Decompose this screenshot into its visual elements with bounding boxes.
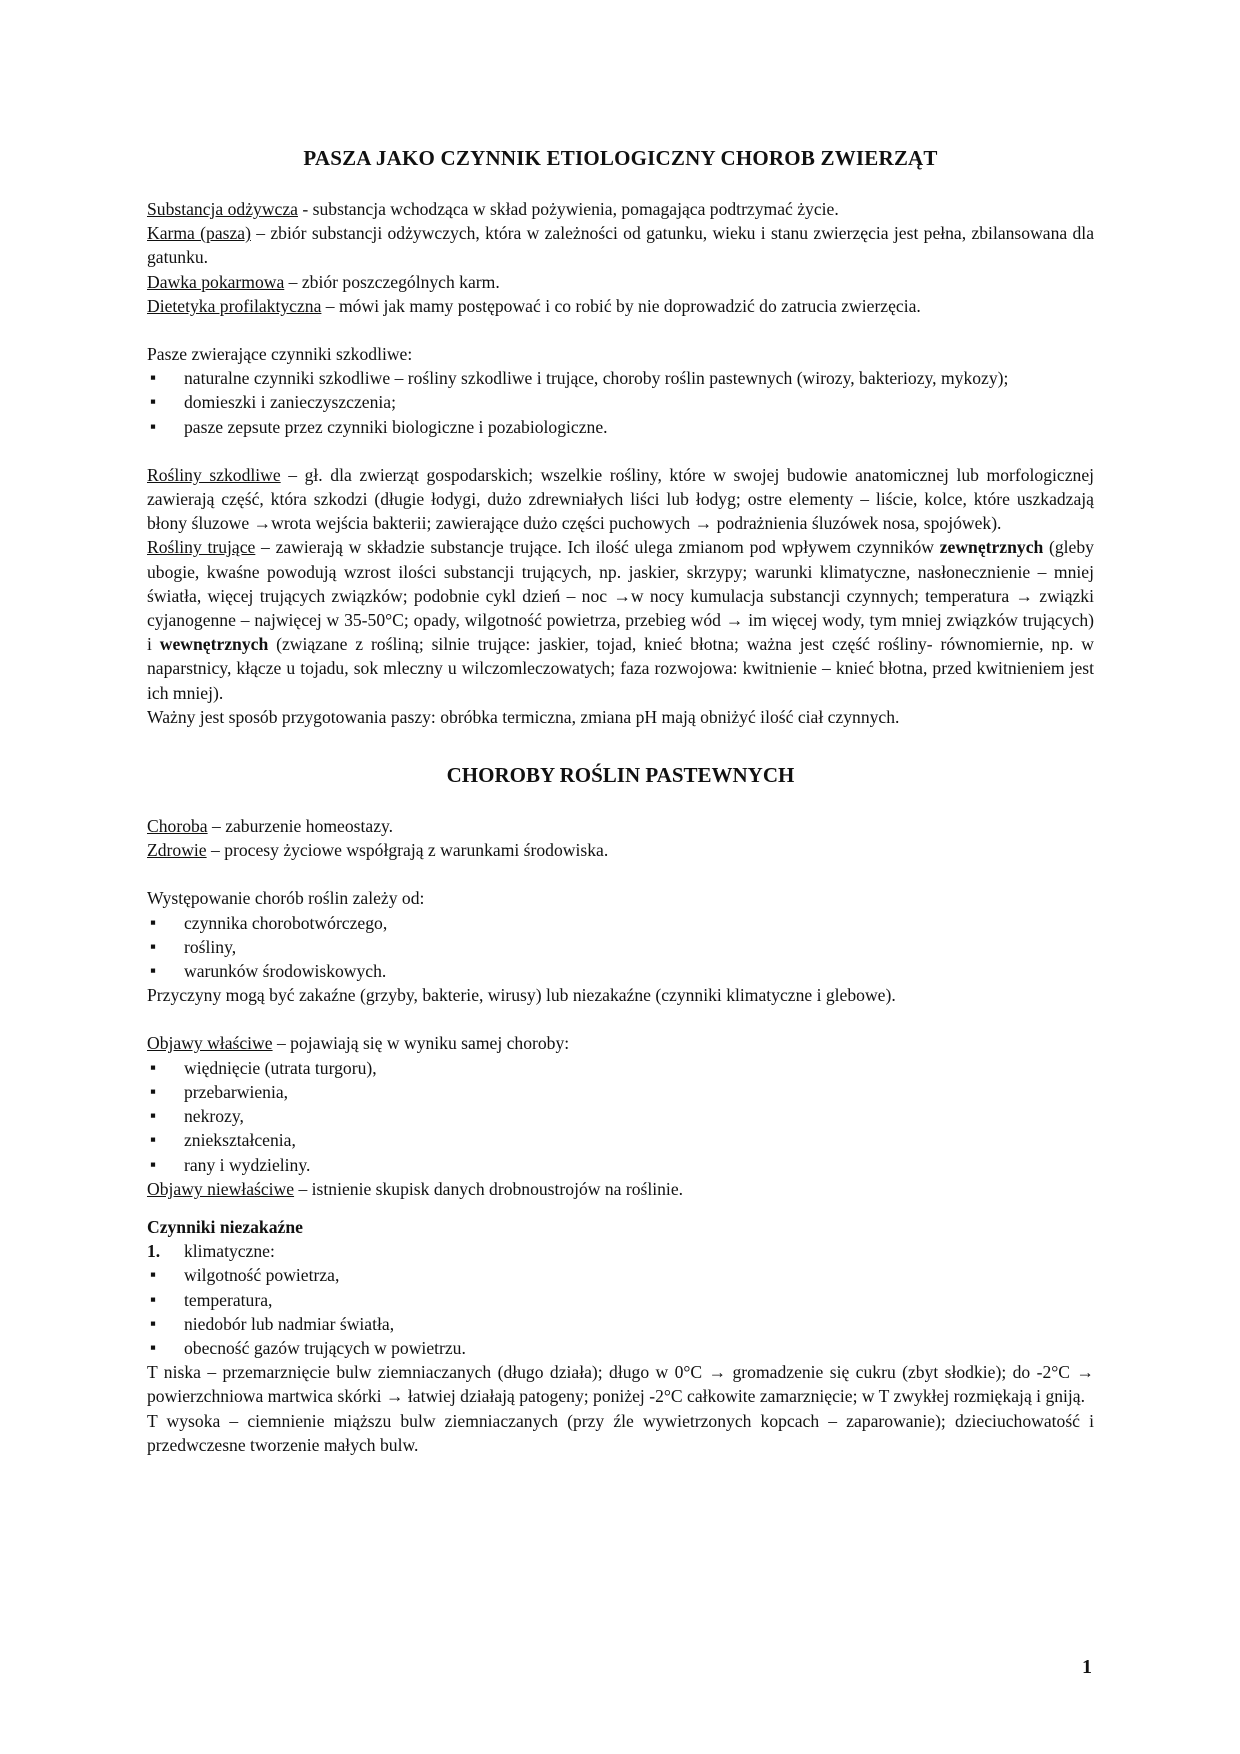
list-item: ▪ domieszki i zanieczyszczenia; — [147, 390, 1094, 414]
list-item: ▪ temperatura, — [147, 1288, 1094, 1312]
term: Karma (pasza) — [147, 223, 251, 244]
definition-dose — [147, 270, 1094, 294]
proper-symptoms — [147, 1031, 1094, 1055]
list-item: ▪ zniekształcenia, — [147, 1128, 1094, 1152]
list-item: ▪ rośliny, — [147, 935, 1094, 959]
definition-nutrient — [147, 197, 1094, 221]
definition-disease — [147, 814, 1094, 838]
high-temperature-paragraph: T wysoka – ciemnienie miąższu bulw ziemniaczanych (przy źle wywietrzonych kopcach – zaparowanie); dzieciuchowatość i przedwczesne tworzenie małych bulw. — [147, 1410, 1094, 1455]
list-item: ▪ rany i wydzieliny. — [147, 1153, 1094, 1177]
occurrence-intro: Występowanie chorób roślin zależy od: — [147, 888, 425, 909]
definition-text: – pojawiają się w wyniku samej choroby: — [272, 1033, 570, 1054]
list-item: ▪ nekrozy, — [147, 1104, 1094, 1128]
term: Dawka pokarmowa — [147, 271, 285, 292]
item-number: 1. — [147, 1241, 161, 1262]
list-item: ▪ pasze zepsute przez czynniki biologiczne i pozabiologiczne. — [147, 415, 1094, 439]
definition-text: – istnienie skupisk danych drobnoustrojów na roślinie. — [294, 1178, 684, 1199]
proper-symptoms-list — [147, 1056, 1094, 1177]
harmful-intro: Pasze zwierające czynniki szkodliwe: — [147, 344, 413, 365]
definition-health — [147, 838, 1094, 862]
climatic-list — [147, 1263, 1094, 1360]
subsection-heading: Czynniki niezakaźne — [147, 1216, 303, 1237]
page-title: PASZA JAKO CZYNNIK ETIOLOGICZNY CHOROB ZWIERZĄT — [303, 146, 938, 170]
list-item: ▪ obecność gazów trujących w powietrzu. — [147, 1336, 1094, 1360]
definition-dietetics — [147, 294, 1094, 318]
definition-feed — [147, 221, 1094, 269]
definition-text: – zbiór poszczególnych karm. — [284, 271, 500, 292]
term: Substancja odżywcza — [147, 199, 298, 219]
term: Rośliny trujące — [147, 537, 256, 558]
preparation-paragraph: Ważny jest sposób przygotowania paszy: obróbka termiczna, zmiana pH mają obniżyć ilość ciał czynnych. — [147, 706, 900, 727]
term: Rośliny szkodliwe — [147, 464, 281, 485]
paragraph-text: (gleby ubogie, kwaśne powodują wzrost ilości substancji trujących, np. jaskier, skrzypy; warunki klimatyczne, nasłonecznienie – mniej światła, więcej trujących związków; podobnie cykl dzień – noc →w nocy kumulacja substancji czynnych; temperatura → związki cyjanogenne – najwięcej w 35-50°C; opady, wilgotność powietrza, przebieg wód → im więcej wody, tym mniej związków trujących) i — [147, 537, 1094, 655]
definition-text: – procesy życiowe współgrają z warunkami środowiska. — [206, 840, 609, 861]
term: Zdrowie — [147, 840, 207, 861]
list-item: ▪ warunków środowiskowych. — [147, 959, 1094, 983]
harmful-list — [147, 366, 1094, 439]
harmful-plants-paragraph — [147, 463, 1094, 536]
causes-paragraph: Przyczyny mogą być zakaźne (grzyby, bakterie, wirusy) lub niezakaźne (czynniki klimatyczne i glebowe). — [147, 985, 896, 1006]
section-title: CHOROBY ROŚLIN PASTEWNYCH — [446, 763, 795, 788]
numbered-item — [147, 1239, 1094, 1263]
term: Objawy niewłaściwe — [147, 1178, 295, 1199]
item-label: klimatyczne: — [184, 1241, 275, 1262]
bold-term: zewnętrznych — [939, 537, 1044, 558]
term: Objawy właściwe — [147, 1033, 273, 1054]
definition-text: – mówi jak mamy postępować i co robić by nie doprowadzić do zatrucia zwierzęcia. — [321, 295, 921, 316]
definition-text: – zaburzenie homeostazy. — [207, 816, 394, 837]
improper-symptoms — [147, 1177, 1094, 1201]
definition-text: - substancja wchodząca w skład pożywienia, pomagająca podtrzymać życie. — [297, 199, 839, 219]
list-item: ▪ naturalne czynniki szkodliwe – rośliny szkodliwe i trujące, choroby roślin pastewnych (wirozy, bakteriozy, mykozy); — [147, 366, 1094, 390]
list-item: ▪ niedobór lub nadmiar światła, — [147, 1312, 1094, 1336]
list-item: ▪ wilgotność powietrza, — [147, 1263, 1094, 1287]
page-number: 1 — [1082, 1656, 1092, 1678]
definition-text: – zbiór substancji odżywczych, która w zależności od gatunku, wieku i stanu zwierzęcia jest pełna, zbilansowana dla gatunku. — [147, 223, 1094, 268]
paragraph-text: – gł. dla zwierząt gospodarskich; wszelkie rośliny, które w swojej budowie anatomicznej lub morfologicznej zawierają część, która szkodzi (długie łodygi, dużo zdrewniałych liści lub łodyg; ostre elementy – liście, kolce, które uszkadzają błony śluzowe →wrota wejścia bakterii; zawierające dużo części puchowych → podrażnienia śluzówek nosa, spojówek). — [147, 464, 1095, 534]
list-item: ▪ czynnika chorobotwórczego, — [147, 911, 1094, 935]
term: Dietetyka profilaktyczna — [147, 295, 322, 316]
list-item: ▪ więdnięcie (utrata turgoru), — [147, 1056, 1094, 1080]
toxic-plants-paragraph — [147, 535, 1094, 704]
paragraph-text: – zawierają w składzie substancje trujące. Ich ilość ulega zmianom pod wpływem czynników — [255, 537, 940, 558]
paragraph-text: (związane z rośliną; silnie trujące: jaskier, tojad, knieć błotna; ważna jest część rośliny- równomiernie, np. w naparstnicy, kłącze u tojadu, sok mleczny u wilczomleczowatych; faza rozwojowa: kwitnienie – knieć błotna, przed kwitnieniem jest ich mniej). — [147, 634, 1094, 703]
term: Choroba — [147, 816, 208, 837]
list-item: ▪ przebarwienia, — [147, 1080, 1094, 1104]
bold-term: wewnętrznych — [159, 634, 269, 655]
occurrence-list — [147, 911, 1094, 984]
document-page — [147, 146, 1094, 1457]
low-temperature-paragraph: T niska – przemarznięcie bulw ziemniaczanych (długo działa); długo w 0°C → gromadzenie się cukru (zbyt słodkie); do -2°C → powierzchniowa martwica skórki → łatwiej działają patogeny; poniżej -2°C całkowite zamarznięcie; w T zwykłej rozmiękają i gniją. — [147, 1362, 1094, 1407]
